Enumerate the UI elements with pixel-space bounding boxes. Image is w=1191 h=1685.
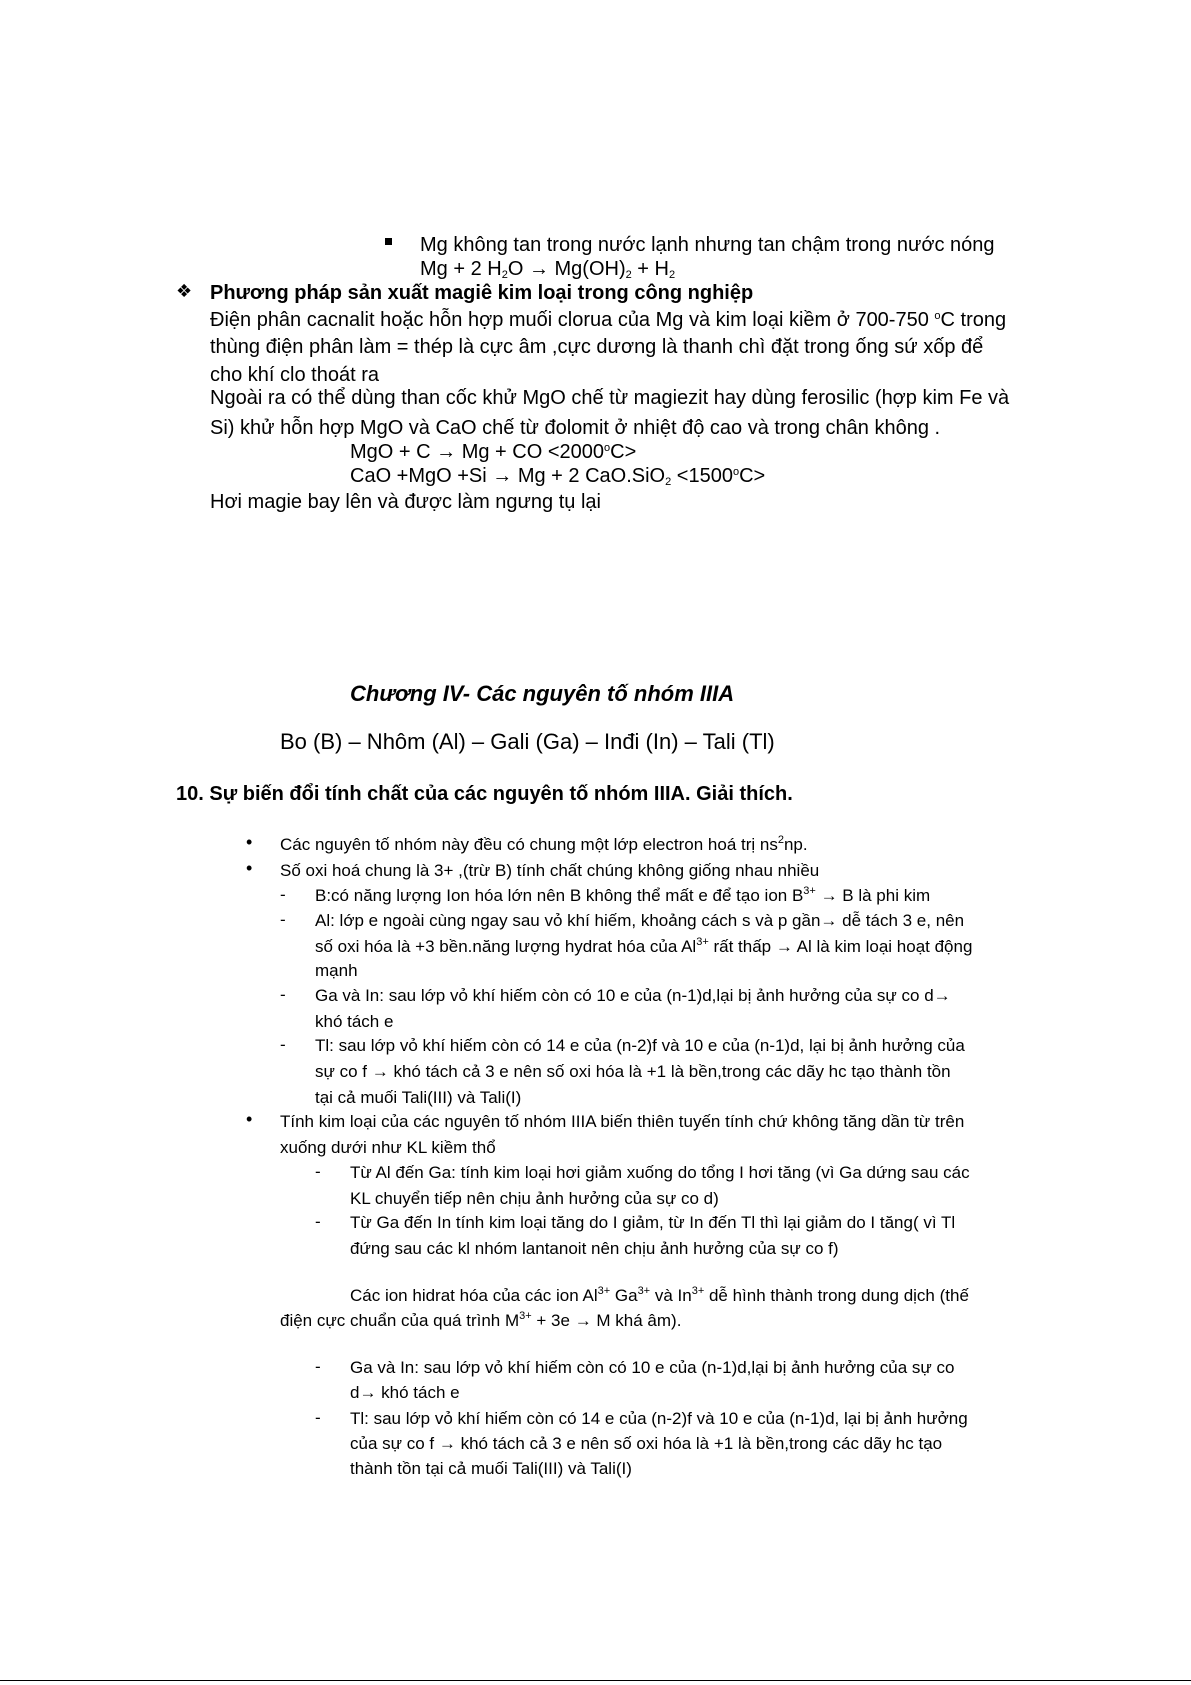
paragraph-line: Các ion hidrat hóa của các ion $Al^{3+}$ $Ga^{3+}$ và $In^{3+}$ dễ hình thành trong dung dịch (thế <box>350 1285 969 1305</box>
round-bullet-icon: • <box>246 1109 253 1129</box>
dash-item-text: số oxi hóa là +3 bền.năng lượng hydrat hóa của $Al^{3+}$ rất thấp → Al là kim loại hoạt động <box>315 936 973 956</box>
bullet-text: xuống dưới như KL kiềm thổ <box>280 1138 496 1157</box>
bullet-text: Số oxi hoá chung là 3+ ,(trừ B) tính chất chúng không giống nhau nhiều <box>280 861 820 880</box>
dash-bullet-icon: - <box>280 885 286 904</box>
dash-item-text: đứng sau các kl nhóm lantanoit nên chịu ảnh hưởng của sự co f) <box>350 1239 839 1258</box>
paragraph-line: Ngoài ra có thể dùng than cốc khử MgO chế từ magiezit hay dùng ferosilic (hợp kim Fe và <box>210 387 1010 409</box>
dash-item-text: mạnh <box>315 961 358 980</box>
paragraph-line: cho khí clo thoát ra <box>210 364 379 386</box>
dash-item-text: Tl: sau lớp vỏ khí hiếm còn có 14 e của (n-2)f và 10 e của (n-1)d, lại bị ảnh hưởng của <box>315 1036 965 1055</box>
square-bullet-icon <box>385 238 392 245</box>
page-bottom-rule <box>0 1680 1191 1681</box>
dash-item-text: của sự co f → khó tách cả 3 e nên số oxi hóa là +1 là bền,trong các dãy hc tạo <box>350 1434 943 1453</box>
section-heading: Phương pháp sản xuất magiê kim loại trong công nghiệp <box>210 282 754 304</box>
dash-item-text: Tl: sau lớp vỏ khí hiếm còn có 14 e của (n-2)f và 10 e của (n-1)d, lại bị ảnh hưởng <box>350 1409 968 1428</box>
chapter-elements: Bo (B) – Nhôm (Al) – Gali (Ga) – Inđi (In) – Tali (Tl) <box>280 729 775 754</box>
dash-bullet-icon: - <box>315 1357 321 1376</box>
bullet-text: Tính kim loại của các nguyên tố nhóm IIIA biến thiên tuyến tính chứ không tăng dần từ trên <box>280 1112 965 1131</box>
dash-bullet-icon: - <box>280 1035 286 1054</box>
dash-item-text: Al: lớp e ngoài cùng ngay sau vỏ khí hiếm, khoảng cách s và p gần→ dễ tách 3 e, nên <box>315 911 965 930</box>
round-bullet-icon: • <box>246 858 253 878</box>
dash-item-text: khó tách e <box>315 1012 394 1031</box>
dash-bullet-icon: - <box>315 1162 321 1181</box>
dash-item-text: Ga và In: sau lớp vỏ khí hiếm còn có 10 e của (n-1)d,lại bị ảnh hưởng của sự co d→ <box>315 986 951 1005</box>
paragraph-line: Hơi magie bay lên và được làm ngưng tụ lại <box>210 491 601 513</box>
question-title: 10. Sự biến đổi tính chất của các nguyên tố nhóm IIIA. Giải thích. <box>176 783 793 805</box>
bullet-text: Các nguyên tố nhóm này đều có chung một lớp electron hoá trị $ns^2np$. <box>280 834 808 854</box>
dash-bullet-icon: - <box>315 1212 321 1231</box>
dash-item-text: KL chuyển tiếp nên chịu ảnh hưởng của sự co d) <box>350 1189 719 1208</box>
paragraph-line: Si) khử hỗn hợp MgO và CaO chế từ đolomit ở nhiệt độ cao và trong chân không . <box>210 417 941 439</box>
dash-item-text: Ga và In: sau lớp vỏ khí hiếm còn có 10 e của (n-1)d,lại bị ảnh hưởng của sự co <box>350 1358 955 1377</box>
dash-item-text: thành tồn tại cả muối Tali(III) và Tali(I) <box>350 1459 632 1478</box>
dash-item-text: Từ Ga đến In tính kim loại tăng do I giảm, từ In đến Tl thì lại giảm do I tăng( vì Tl <box>350 1213 956 1232</box>
equation-mg-water: Mg + 2 $H_2O \to Mg(OH)_2 + H_2$ <box>420 258 676 281</box>
dash-item-text: B:có năng lượng Ion hóa lớn nên B không thể mất e để tạo ion $B^{3+} \to B$ là phi kim <box>315 885 931 905</box>
diamond-bullet-icon: ❖ <box>176 281 193 301</box>
dash-bullet-icon: - <box>280 985 286 1004</box>
dash-item-text: tại cả muối Tali(III) và Tali(I) <box>315 1088 522 1107</box>
round-bullet-icon: • <box>246 832 253 852</box>
dash-item-text: sự co f → khó tách cả 3 e nên số oxi hóa là +1 là bền,trong các dãy hc tạo thành tồn <box>315 1062 951 1081</box>
equation-cao-mgo-si: CaO +MgO +Si → Mg + 2 $CaO.SiO_2 <1500^oC>$ <box>350 465 766 488</box>
chapter-title: Chương IV- Các nguyên tố nhóm IIIA <box>350 681 735 706</box>
dash-item-text: d→ khó tách e <box>350 1383 460 1402</box>
paragraph-line: Điện phân cacnalit hoặc hỗn hợp muối clorua của Mg và kim loại kiềm ở 700-750 $^o$C trong <box>210 309 1007 331</box>
equation-mgo-c: MgO + C → Mg + CO $<2000^oC>$ <box>350 441 637 463</box>
dash-bullet-icon: - <box>280 910 286 929</box>
dash-item-text: Từ Al đến Ga: tính kim loại hơi giảm xuống do tổng I hơi tăng (vì Ga dứng sau các <box>350 1163 970 1182</box>
paragraph-line: điện cực chuẩn của quá trình $M^{3+} + 3e \to M$ khá âm). <box>280 1310 682 1330</box>
bullet-text: Mg không tan trong nước lạnh nhưng tan chậm trong nước nóng <box>420 234 995 256</box>
dash-bullet-icon: - <box>315 1408 321 1427</box>
paragraph-line: thùng điện phân làm = thép là cực âm ,cực dương là thanh chì đặt trong ống sứ xốp để <box>210 336 984 358</box>
